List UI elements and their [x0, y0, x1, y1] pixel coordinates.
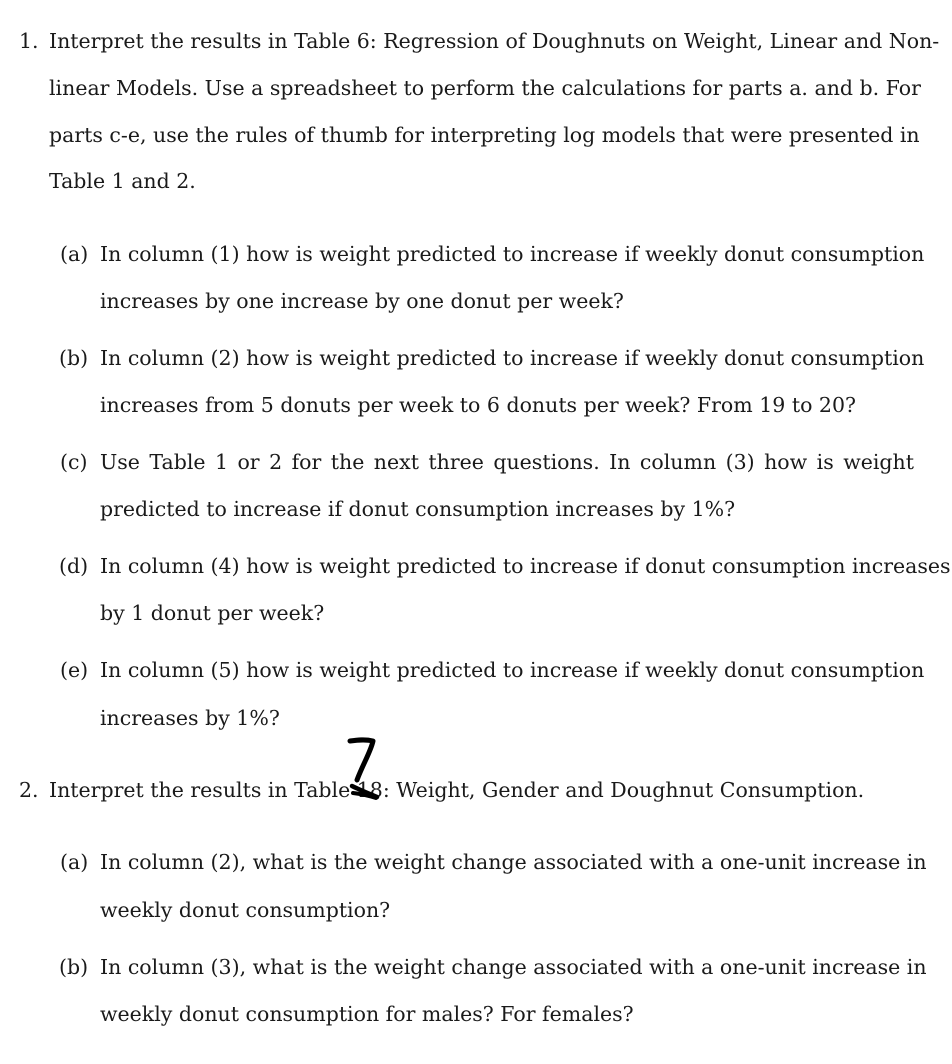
part-label: (c): [60, 450, 88, 474]
part-label: (d): [59, 554, 89, 578]
question-number: 2.: [19, 778, 39, 802]
part-text-line: In column (4) how is weight predicted to increase if donut consumption increases: [100, 554, 951, 578]
part-label: (a): [60, 850, 89, 874]
part-text-line: Use Table 1 or 2 for the next three questions. In column (3) how is weight: [100, 450, 914, 474]
question-text-before: Interpret the results in Table: [49, 778, 357, 802]
question-text-line: Interpret the results in Table 6: Regression of Doughnuts on Weight, Linear and Non-: [49, 29, 940, 53]
part-text-line: In column (2) how is weight predicted to increase if weekly donut consumption: [100, 346, 925, 370]
question-number: 1.: [19, 29, 39, 53]
part-label: (e): [60, 658, 89, 682]
part-text-line: increases by one increase by one donut per week?: [100, 289, 624, 313]
question-text-line: linear Models. Use a spreadsheet to perform the calculations for parts a. and b. For: [49, 76, 921, 100]
part-label: (b): [59, 955, 89, 979]
part-text-line: In column (2), what is the weight change associated with a one-unit increase in: [100, 850, 927, 874]
question-text-line: Table 1 and 2.: [49, 169, 196, 193]
part-label: (a): [60, 242, 89, 266]
part-text-line: predicted to increase if donut consumption increases by 1%?: [100, 497, 736, 521]
handwritten-correction-mark: [340, 734, 388, 806]
part-text-line: In column (3), what is the weight change associated with a one-unit increase in: [100, 955, 927, 979]
part-text-line: increases from 5 donuts per week to 6 donuts per week? From 19 to 20?: [100, 393, 856, 417]
part-text-line: weekly donut consumption for males? For females?: [100, 1002, 634, 1026]
part-text-line: by 1 donut per week?: [100, 601, 325, 625]
part-text-line: increases by 1%?: [100, 706, 280, 730]
part-text-line: In column (5) how is weight predicted to increase if weekly donut consumption: [100, 658, 925, 682]
part-text-line: weekly donut consumption?: [100, 898, 391, 922]
struck-table-number: 18: [356, 778, 383, 802]
question-text-after: : Weight, Gender and Doughnut Consumption.: [382, 778, 865, 802]
question-text-line: parts c-e, use the rules of thumb for interpreting log models that were presented in: [49, 123, 920, 147]
part-label: (b): [59, 346, 89, 370]
part-text-line: In column (1) how is weight predicted to increase if weekly donut consumption: [100, 242, 925, 266]
question-text-line: [49, 776, 864, 804]
